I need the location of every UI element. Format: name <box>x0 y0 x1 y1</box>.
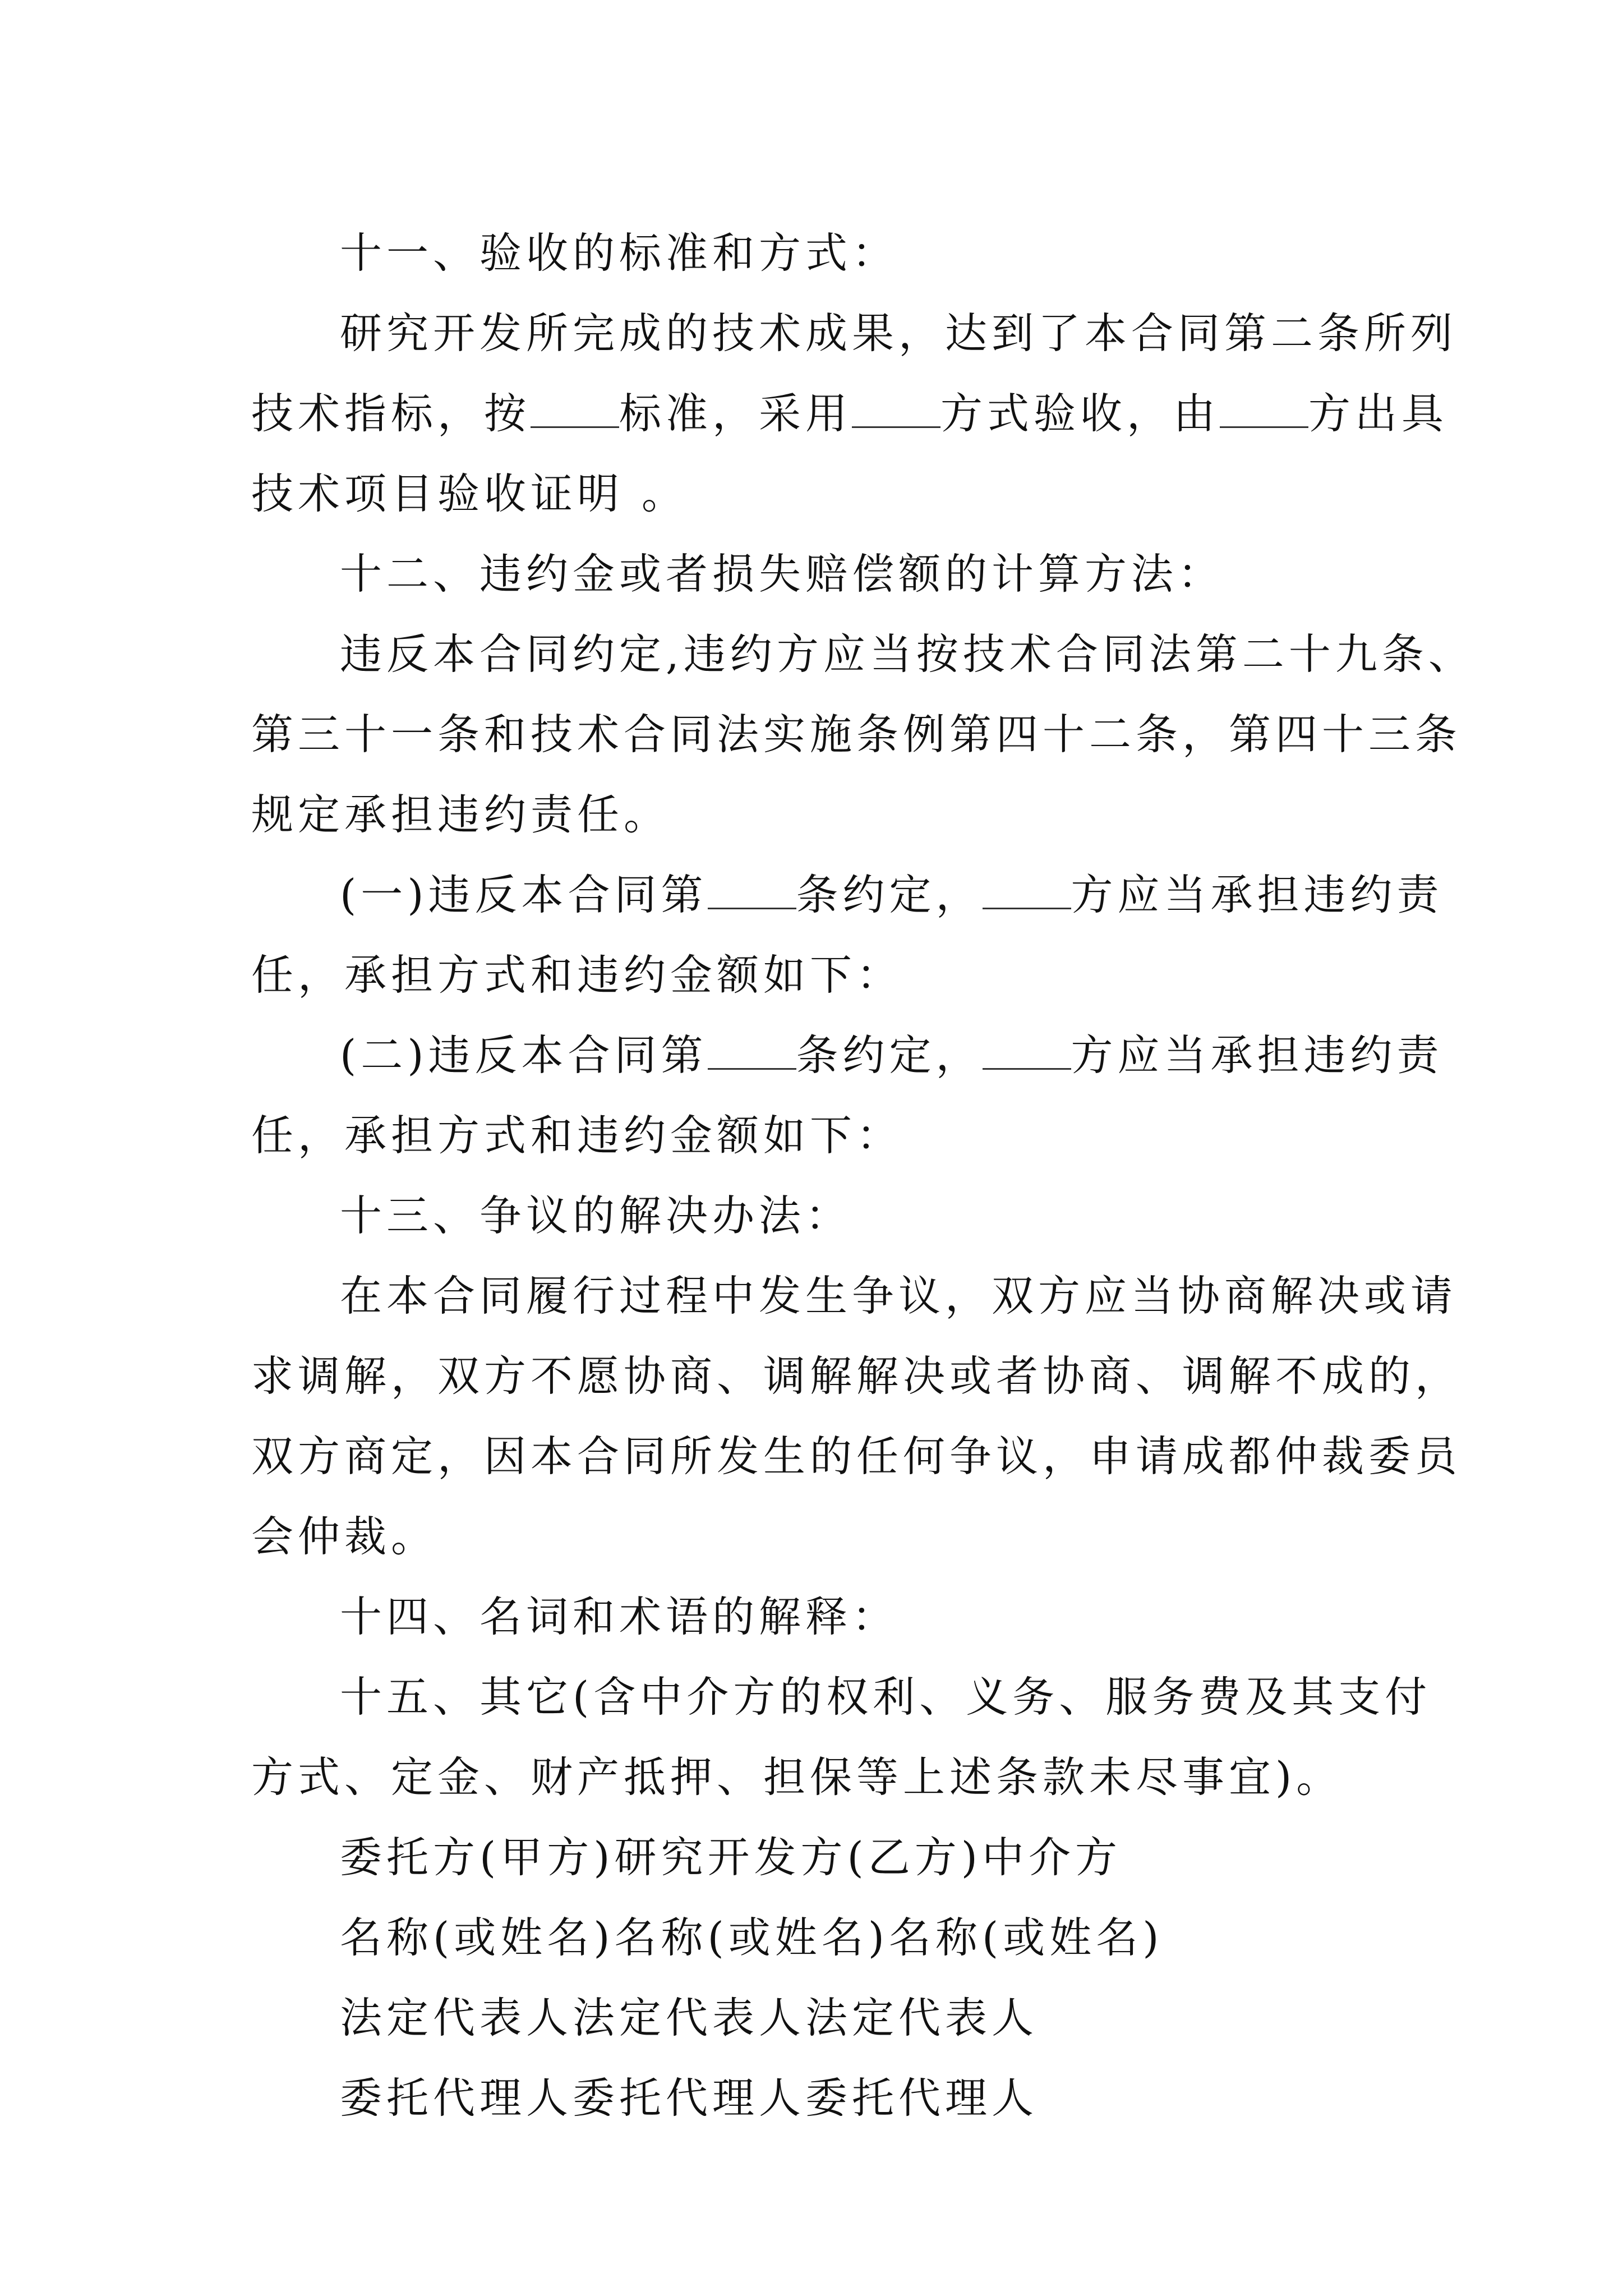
fill-in-blank <box>1220 394 1308 428</box>
text-fragment: 条约定， <box>796 870 983 919</box>
fill-in-blank <box>983 1036 1071 1070</box>
section-15-heading: 十五、其它(含中介方的权利、义务、服务费及其支付 <box>340 1672 1432 1722</box>
section-12-heading: 十二、违约金或者损失赔偿额的计算方法： <box>340 549 1225 599</box>
signature-parties: 委托方(甲方)研究开发方(乙方)中介方 <box>340 1833 1122 1882</box>
paragraph-line: 违反本合同约定,违约方应当按技术合同法第二十九条、 <box>340 629 1475 679</box>
paragraph-line: 任，承担方式和违约金额如下： <box>251 950 903 1000</box>
contract-text <box>251 213 1475 2138</box>
fill-in-blank <box>983 875 1071 909</box>
paragraph-line: 任，承担方式和违约金额如下： <box>251 1111 903 1160</box>
text-fragment: 技术指标，按 <box>251 389 531 438</box>
text-fragment: 方出具 <box>1308 389 1449 438</box>
clause-item-2 <box>251 1015 1444 1096</box>
paragraph-line <box>251 374 1449 454</box>
text-fragment: 方应当承担违约责 <box>1071 870 1444 919</box>
section-13-heading: 十三、争议的解决办法： <box>340 1191 852 1240</box>
paragraph-line: 第三十一条和技术合同法实施条例第四十二条，第四十三条 <box>251 710 1462 759</box>
text-fragment: (一)违反本合同第 <box>340 870 708 919</box>
paragraph-line: 求调解，双方不愿协商、调解解决或者协商、调解不成的， <box>251 1351 1462 1401</box>
text-fragment: 标准，采用 <box>619 389 852 438</box>
signature-legal-representatives: 法定代表人法定代表人法定代表人 <box>340 1993 1039 2042</box>
paragraph-line: 规定承担违约责任。 <box>251 790 671 839</box>
section-14-heading: 十四、名词和术语的解释： <box>340 1592 899 1641</box>
text-fragment: 条约定， <box>796 1030 983 1080</box>
fill-in-blank <box>708 875 796 909</box>
paragraph-line: 会仲裁。 <box>251 1512 438 1561</box>
paragraph-line: 方式、定金、财产抵押、担保等上述条款未尽事宜)。 <box>251 1752 1343 1802</box>
paragraph-line: 双方商定，因本合同所发生的任何争议，申请成都仲裁委员 <box>251 1432 1462 1481</box>
text-fragment: (二)违反本合同第 <box>340 1030 708 1080</box>
fill-in-blank <box>708 1036 796 1070</box>
text-fragment: 方式验收，由 <box>940 389 1220 438</box>
paragraph-line: 研究开发所完成的技术成果，达到了本合同第二条所列 <box>340 309 1458 358</box>
signature-agents: 委托代理人委托代理人委托代理人 <box>340 2073 1039 2123</box>
paragraph-line: 在本合同履行过程中发生争议，双方应当协商解决或请 <box>340 1271 1458 1320</box>
clause-item-1 <box>251 855 1444 935</box>
fill-in-blank <box>852 394 940 428</box>
paragraph-line: 技术项目验收证明 。 <box>251 469 688 518</box>
section-11-heading: 十一、验收的标准和方式： <box>340 228 899 278</box>
text-fragment: 方应当承担违约责 <box>1071 1030 1444 1080</box>
fill-in-blank <box>531 394 619 428</box>
signature-names: 名称(或姓名)名称(或姓名)名称(或姓名) <box>340 1913 1164 1962</box>
